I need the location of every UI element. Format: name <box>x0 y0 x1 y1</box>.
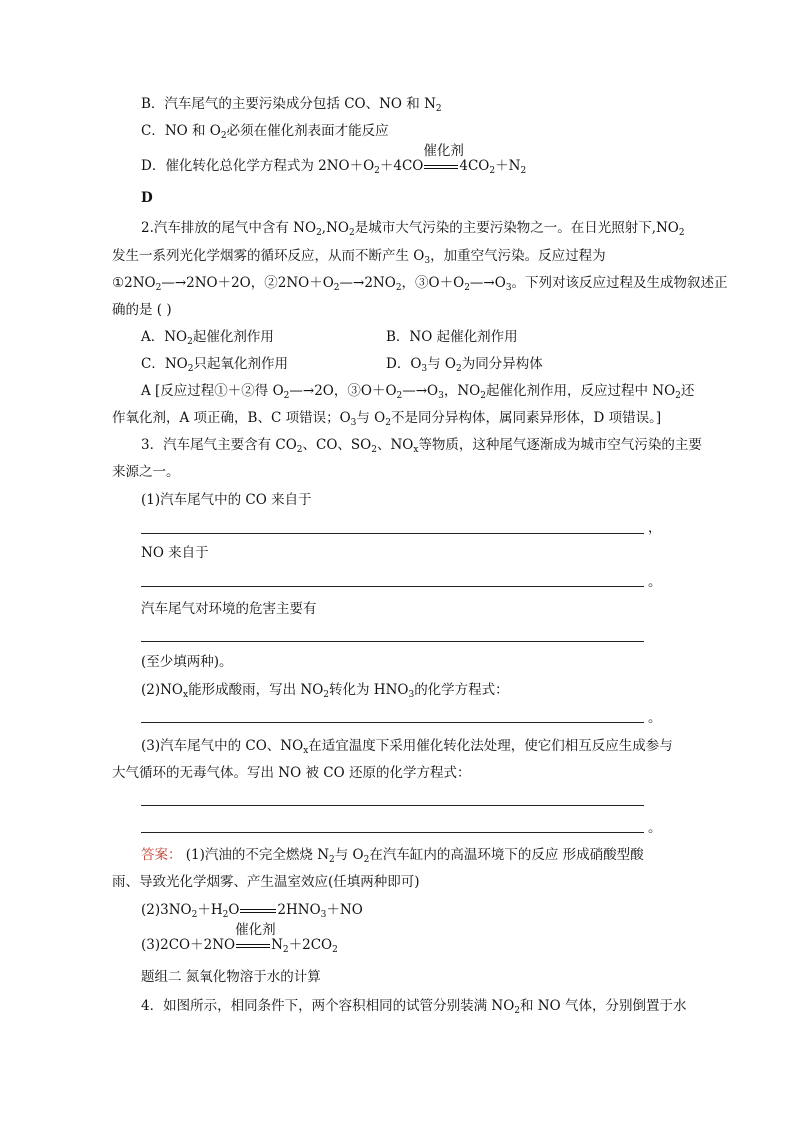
q3-line-2: 来源之一。 <box>112 464 180 480</box>
q2-line-2: 发生一系列光化学烟雾的循环反应，从而不断产生 $O_3$，加重空气污染。反应过程为 <box>112 248 606 266</box>
equals-sign <box>240 909 276 913</box>
q3-part1-prompt: (1)汽车尾气中的 CO 来自于 <box>141 492 312 508</box>
q2-option-a: A．$NO_2$起催化剂作用 <box>141 329 274 347</box>
q3-line-1: 3．汽车尾气主要含有 $CO_2$、CO、$SO_2$、$NO_x$等物质，这种尾气逐渐成为城市空气污染的主要 <box>141 437 702 455</box>
q1-option-d: D．催化转化总化学方程式为 $2NO+O_2+4CO$ 催化剂 $4CO_2+N_2$ <box>141 143 527 176</box>
q1-option-b: B．汽车尾气的主要污染成分包括 CO、NO 和 $N_2$ <box>141 96 442 114</box>
blank-6-period: 。 <box>648 820 662 836</box>
answer-blank-5[interactable] <box>141 805 644 806</box>
q3-part1-harm-prompt: 汽车尾气对环境的危害主要有 <box>141 601 317 617</box>
answer-blank-3[interactable] <box>141 641 644 642</box>
q3-answer-line-4: (3)2CO＋2NO 催化剂 $N_2+2CO_2$ <box>141 922 338 955</box>
q3-answer-line-2: 雨、导致光化学烟雾、产生温室效应(任填两种即可) <box>112 874 420 890</box>
group2-title: 题组二 氮氧化物溶于水的计算 <box>141 969 321 985</box>
answer-blank-2[interactable] <box>141 586 644 587</box>
answer-label: 答案： <box>141 847 182 863</box>
catalyst-arrow-2: 催化剂 <box>235 939 271 953</box>
q2-line-4: 确的是 ( ) <box>112 302 172 318</box>
answer-blank-1[interactable] <box>141 533 644 534</box>
q2-option-c: C．$NO_2$只起氧化剂作用 <box>141 356 288 374</box>
q3-part3-line-2: 大气循环的无毒气体。写出 NO 被 CO 还原的化学方程式： <box>112 765 471 781</box>
q2-line-1: 2.汽车排放的尾气中含有 $NO_2,NO_2$是城市大气污染的主要污染物之一。在日光照射下$,NO_2$ <box>141 220 685 238</box>
q3-part3-prompt: (3)汽车尾气中的 CO、$NO_x$在适宜温度下采用催化转化法处理，使它们相互反应生成参与 <box>141 738 673 756</box>
q1-option-c: C．NO 和 $O_2$必须在催化剂表面才能反应 <box>141 123 389 141</box>
q2-option-d: D．$O_3$与 $O_2$为同分异构体 <box>386 356 543 374</box>
blank-1-comma: ， <box>648 520 662 536</box>
blank-4-period: 。 <box>648 710 662 726</box>
q3-part1-no-prompt: NO 来自于 <box>141 545 209 561</box>
q4-line-1: 4．如图所示，相同条件下，两个容积相同的试管分别装满 $NO_2$和 NO 气体，分别倒置于水 <box>141 998 687 1016</box>
answer-blank-6[interactable] <box>141 832 644 833</box>
q1-answer: D <box>141 190 153 206</box>
q2-answer-line-2: 作氧化剂，A 项正确，B、C 项错误；$O_3$与 $O_2$不是同分异构体，属同素异形体，D 项错误。] <box>112 410 662 428</box>
q2-line-3: $①2NO_2—\to 2NO+2O$，$②2NO+O_2—\to 2NO_2$，$③O+O_2—\to O_3$。下列对该反应过程及生成物叙述正 <box>112 275 728 293</box>
q3-answer-line-3: $(2)3NO_2+H_2O$ $2HNO_3+NO$ <box>141 902 363 920</box>
answer-blank-4[interactable] <box>141 722 644 723</box>
q3-part1-note: (至少填两种)。 <box>141 654 233 670</box>
q2-option-b: B．NO 起催化剂作用 <box>386 329 518 345</box>
q3-part2-prompt: $(2)NO_x$能形成酸雨，写出 $NO_2$转化为 $HNO_3$的化学方程式： <box>141 682 509 700</box>
q3-answer-line-1: 答案： (1)汽油的不完全燃烧 $N_2$与 $O_2$在汽车缸内的高温环境下的反应 形成硝酸型酸 <box>141 847 644 865</box>
catalyst-arrow: 催化剂 <box>423 160 459 174</box>
blank-2-period: 。 <box>648 574 662 590</box>
q2-answer-line-1: A [反应过程①＋②得 $O_2—\to 2O$，$③O+O_2—\to O_3$，$NO_2$起催化剂作用，反应过程中 $NO_2$还 <box>141 383 695 401</box>
